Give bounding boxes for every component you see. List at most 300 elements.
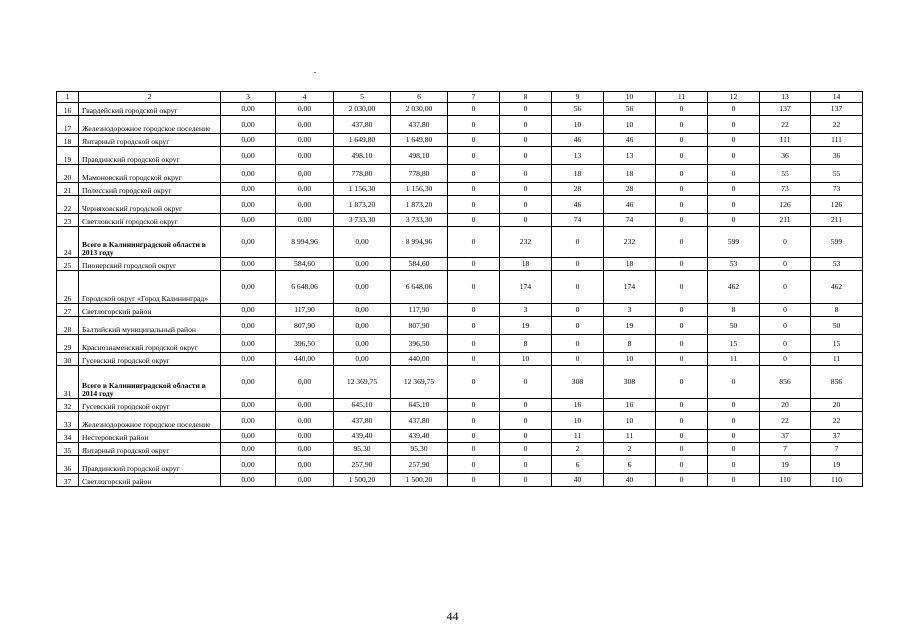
value-cell: 0 — [500, 430, 552, 443]
value-cell: 0 — [656, 134, 708, 147]
value-cell: 856 — [811, 366, 863, 399]
value-cell: 0,00 — [221, 412, 276, 430]
value-cell: 0,00 — [221, 103, 276, 116]
value-cell: 0 — [552, 335, 604, 353]
value-cell: 1 649,80 — [334, 134, 391, 147]
value-cell: 137 — [811, 103, 863, 116]
row-number: 24 — [57, 227, 79, 258]
value-cell: 0 — [656, 317, 708, 335]
row-number: 34 — [57, 430, 79, 443]
value-cell: 3 — [604, 304, 656, 317]
value-cell: 0,00 — [334, 304, 391, 317]
value-cell: 0,00 — [276, 366, 334, 399]
value-cell: 0,00 — [334, 271, 391, 304]
value-cell: 0,00 — [221, 134, 276, 147]
value-cell: 396,50 — [276, 335, 334, 353]
value-cell: 3 733,30 — [391, 214, 448, 227]
value-cell: 0 — [448, 317, 500, 335]
value-cell: 0 — [656, 335, 708, 353]
value-cell: 0 — [448, 430, 500, 443]
value-cell: 437,80 — [334, 412, 391, 430]
value-cell: 599 — [708, 227, 760, 258]
municipality-name: Железнодорожное городское поселение — [79, 412, 221, 430]
value-cell: 0 — [708, 430, 760, 443]
value-cell: 498,10 — [391, 147, 448, 165]
value-cell: 73 — [811, 183, 863, 196]
value-cell: 0,00 — [276, 134, 334, 147]
value-cell: 0 — [500, 474, 552, 487]
value-cell: 46 — [552, 134, 604, 147]
value-cell: 10 — [500, 353, 552, 366]
value-cell: 498,10 — [334, 147, 391, 165]
value-cell: 0 — [448, 116, 500, 134]
value-cell: 439,40 — [334, 430, 391, 443]
header-cell: 13 — [760, 92, 811, 103]
value-cell: 0,00 — [334, 335, 391, 353]
value-cell: 0 — [448, 196, 500, 214]
value-cell: 0 — [656, 196, 708, 214]
row-number: 30 — [57, 353, 79, 366]
value-cell: 0 — [708, 443, 760, 456]
value-cell: 0 — [708, 399, 760, 412]
value-cell: 437,80 — [334, 116, 391, 134]
value-cell: 1 156,30 — [334, 183, 391, 196]
value-cell: 0 — [656, 412, 708, 430]
value-cell: 56 — [552, 103, 604, 116]
value-cell: 232 — [500, 227, 552, 258]
value-cell: 211 — [811, 214, 863, 227]
value-cell: 0,00 — [334, 353, 391, 366]
row-number: 21 — [57, 183, 79, 196]
data-table — [56, 91, 863, 487]
value-cell: 0,00 — [221, 353, 276, 366]
value-cell: 95,30 — [334, 443, 391, 456]
value-cell: 0,00 — [334, 258, 391, 271]
value-cell: 137 — [760, 103, 811, 116]
value-cell: 645,10 — [334, 399, 391, 412]
value-cell: 0 — [656, 430, 708, 443]
municipality-name: Полесский городской округ — [79, 183, 221, 196]
value-cell: 440,00 — [391, 353, 448, 366]
value-cell: 0,00 — [221, 317, 276, 335]
header-row — [57, 92, 863, 103]
value-cell: 0 — [708, 165, 760, 183]
value-cell: 0 — [448, 443, 500, 456]
value-cell: 0 — [500, 196, 552, 214]
value-cell: 28 — [552, 183, 604, 196]
row-number: 19 — [57, 147, 79, 165]
value-cell: 56 — [604, 103, 656, 116]
value-cell: 0 — [760, 304, 811, 317]
value-cell: 8 — [604, 335, 656, 353]
value-cell: 110 — [760, 474, 811, 487]
value-cell: 0 — [552, 271, 604, 304]
value-cell: 6 648,06 — [391, 271, 448, 304]
value-cell: 0 — [656, 271, 708, 304]
value-cell: 0 — [500, 443, 552, 456]
value-cell: 308 — [552, 366, 604, 399]
municipality-name: Янтарный городской округ — [79, 134, 221, 147]
municipality-name: Янтарный городской округ — [79, 443, 221, 456]
value-cell: 584,60 — [276, 258, 334, 271]
value-cell: 440,00 — [276, 353, 334, 366]
value-cell: 0 — [448, 456, 500, 474]
table-row — [57, 103, 863, 116]
value-cell: 807,90 — [391, 317, 448, 335]
value-cell: 0 — [448, 353, 500, 366]
value-cell: 0,00 — [276, 443, 334, 456]
value-cell: 36 — [811, 147, 863, 165]
municipality-name: Черняховский городской округ — [79, 196, 221, 214]
value-cell: 22 — [811, 116, 863, 134]
header-cell: 8 — [500, 92, 552, 103]
value-cell: 1 649,80 — [391, 134, 448, 147]
municipality-name: Правдинский городской округ — [79, 456, 221, 474]
value-cell: 257,90 — [334, 456, 391, 474]
value-cell: 0 — [500, 116, 552, 134]
value-cell: 437,80 — [391, 412, 448, 430]
value-cell: 40 — [604, 474, 656, 487]
value-cell: 0,00 — [276, 412, 334, 430]
municipality-name: Светлогорский район — [79, 304, 221, 317]
value-cell: 8 — [708, 304, 760, 317]
value-cell: 126 — [760, 196, 811, 214]
value-cell: 174 — [500, 271, 552, 304]
value-cell: 0 — [500, 214, 552, 227]
value-cell: 396,50 — [391, 335, 448, 353]
value-cell: 0,00 — [276, 116, 334, 134]
value-cell: 0,00 — [334, 227, 391, 258]
value-cell: 10 — [604, 353, 656, 366]
value-cell: 0 — [708, 134, 760, 147]
value-cell: 0 — [448, 227, 500, 258]
scan-speck — [314, 72, 316, 73]
value-cell: 0 — [760, 271, 811, 304]
table-row — [57, 227, 863, 258]
value-cell: 211 — [760, 214, 811, 227]
value-cell: 0 — [448, 304, 500, 317]
table-row — [57, 456, 863, 474]
value-cell: 1 873,20 — [334, 196, 391, 214]
value-cell: 0,00 — [221, 474, 276, 487]
row-number: 25 — [57, 258, 79, 271]
value-cell: 0 — [552, 304, 604, 317]
value-cell: 11 — [708, 353, 760, 366]
value-cell: 0 — [656, 227, 708, 258]
value-cell: 46 — [604, 134, 656, 147]
value-cell: 22 — [760, 116, 811, 134]
value-cell: 19 — [760, 456, 811, 474]
value-cell: 0 — [760, 227, 811, 258]
value-cell: 308 — [604, 366, 656, 399]
table-row — [57, 474, 863, 487]
header-cell: 9 — [552, 92, 604, 103]
value-cell: 0,00 — [276, 474, 334, 487]
value-cell: 0,00 — [334, 317, 391, 335]
value-cell: 0 — [656, 258, 708, 271]
value-cell: 0 — [448, 165, 500, 183]
municipality-name: Городской округ «Город Калининград» — [79, 271, 221, 304]
value-cell: 10 — [552, 412, 604, 430]
value-cell: 1 500,20 — [334, 474, 391, 487]
value-cell: 1 156,30 — [391, 183, 448, 196]
value-cell: 0,00 — [276, 165, 334, 183]
table-row — [57, 399, 863, 412]
value-cell: 0 — [656, 214, 708, 227]
value-cell: 584,60 — [391, 258, 448, 271]
municipality-name: Всего в Калининградской области в 2014 году — [79, 366, 221, 399]
value-cell: 111 — [811, 134, 863, 147]
value-cell: 0 — [656, 353, 708, 366]
value-cell: 462 — [811, 271, 863, 304]
row-number: 29 — [57, 335, 79, 353]
header-cell: 1 — [57, 92, 79, 103]
value-cell: 0,00 — [221, 258, 276, 271]
value-cell: 0 — [656, 147, 708, 165]
value-cell: 0 — [656, 399, 708, 412]
header-cell: 3 — [221, 92, 276, 103]
value-cell: 2 — [552, 443, 604, 456]
value-cell: 19 — [604, 317, 656, 335]
value-cell: 0 — [708, 103, 760, 116]
value-cell: 19 — [811, 456, 863, 474]
municipality-name: Гусевский городской округ — [79, 353, 221, 366]
value-cell: 1 500,20 — [391, 474, 448, 487]
municipality-name: Всего в Калининградской области в 2013 году — [79, 227, 221, 258]
header-cell: 6 — [391, 92, 448, 103]
value-cell: 0 — [656, 183, 708, 196]
value-cell: 0 — [708, 116, 760, 134]
table-row — [57, 317, 863, 335]
municipality-name: Краснознаменский городской округ — [79, 335, 221, 353]
value-cell: 232 — [604, 227, 656, 258]
municipality-name: Железнодорожное городское поселение — [79, 116, 221, 134]
value-cell: 0 — [448, 474, 500, 487]
value-cell: 0,00 — [276, 147, 334, 165]
value-cell: 0 — [448, 103, 500, 116]
value-cell: 8 — [811, 304, 863, 317]
value-cell: 0 — [656, 456, 708, 474]
value-cell: 0 — [708, 183, 760, 196]
row-number: 18 — [57, 134, 79, 147]
value-cell: 8 994,96 — [276, 227, 334, 258]
value-cell: 0 — [448, 183, 500, 196]
value-cell: 856 — [760, 366, 811, 399]
table-row — [57, 214, 863, 227]
value-cell: 20 — [760, 399, 811, 412]
value-cell: 0,00 — [221, 430, 276, 443]
value-cell: 0 — [760, 353, 811, 366]
municipality-name: Балтийский муниципальный район — [79, 317, 221, 335]
row-number: 20 — [57, 165, 79, 183]
value-cell: 0,00 — [221, 196, 276, 214]
value-cell: 2 030,00 — [391, 103, 448, 116]
value-cell: 174 — [604, 271, 656, 304]
municipality-name: Мамоновский городской округ — [79, 165, 221, 183]
table-body — [57, 92, 863, 487]
value-cell: 0 — [552, 227, 604, 258]
table-row — [57, 443, 863, 456]
municipality-name: Пионерский городской округ — [79, 258, 221, 271]
value-cell: 50 — [708, 317, 760, 335]
value-cell: 15 — [811, 335, 863, 353]
value-cell: 16 — [552, 399, 604, 412]
value-cell: 599 — [811, 227, 863, 258]
value-cell: 645,10 — [391, 399, 448, 412]
municipality-name: Правдинский городской округ — [79, 147, 221, 165]
row-number: 23 — [57, 214, 79, 227]
table-row — [57, 183, 863, 196]
value-cell: 0,00 — [276, 214, 334, 227]
value-cell: 0 — [760, 335, 811, 353]
value-cell: 0 — [552, 258, 604, 271]
table-row — [57, 304, 863, 317]
value-cell: 0,00 — [221, 214, 276, 227]
value-cell: 111 — [760, 134, 811, 147]
value-cell: 0 — [500, 103, 552, 116]
value-cell: 10 — [604, 116, 656, 134]
header-cell: 12 — [708, 92, 760, 103]
value-cell: 20 — [811, 399, 863, 412]
header-cell: 4 — [276, 92, 334, 103]
value-cell: 437,80 — [391, 116, 448, 134]
value-cell: 0 — [448, 147, 500, 165]
value-cell: 22 — [811, 412, 863, 430]
value-cell: 0,00 — [276, 196, 334, 214]
value-cell: 16 — [604, 399, 656, 412]
value-cell: 3 733,30 — [334, 214, 391, 227]
value-cell: 0,00 — [221, 335, 276, 353]
row-number: 31 — [57, 366, 79, 399]
page-number: 44 — [446, 609, 459, 623]
value-cell: 0,00 — [221, 443, 276, 456]
value-cell: 0,00 — [276, 456, 334, 474]
value-cell: 0 — [656, 366, 708, 399]
table-row — [57, 147, 863, 165]
table-row — [57, 116, 863, 134]
value-cell: 257,90 — [391, 456, 448, 474]
value-cell: 6 — [552, 456, 604, 474]
value-cell: 2 030,00 — [334, 103, 391, 116]
value-cell: 0,00 — [276, 430, 334, 443]
header-cell: 5 — [334, 92, 391, 103]
value-cell: 11 — [604, 430, 656, 443]
value-cell: 50 — [811, 317, 863, 335]
header-cell: 7 — [448, 92, 500, 103]
value-cell: 0 — [448, 271, 500, 304]
row-number: 26 — [57, 271, 79, 304]
value-cell: 0,00 — [276, 103, 334, 116]
row-number: 28 — [57, 317, 79, 335]
value-cell: 37 — [760, 430, 811, 443]
value-cell: 117,90 — [276, 304, 334, 317]
value-cell: 807,90 — [276, 317, 334, 335]
value-cell: 0,00 — [221, 271, 276, 304]
value-cell: 0 — [448, 412, 500, 430]
value-cell: 110 — [811, 474, 863, 487]
value-cell: 0 — [500, 183, 552, 196]
value-cell: 0 — [552, 353, 604, 366]
value-cell: 126 — [811, 196, 863, 214]
value-cell: 7 — [811, 443, 863, 456]
value-cell: 95,30 — [391, 443, 448, 456]
table-row — [57, 196, 863, 214]
value-cell: 0 — [500, 412, 552, 430]
value-cell: 0 — [656, 165, 708, 183]
value-cell: 18 — [500, 258, 552, 271]
municipality-name: Гусевский городской округ — [79, 399, 221, 412]
value-cell: 2 — [604, 443, 656, 456]
municipality-name: Светлогорский район — [79, 474, 221, 487]
value-cell: 0,00 — [276, 183, 334, 196]
header-cell: 2 — [79, 92, 221, 103]
value-cell: 53 — [708, 258, 760, 271]
value-cell: 12 369,75 — [334, 366, 391, 399]
value-cell: 1 873,20 — [391, 196, 448, 214]
table-row — [57, 353, 863, 366]
value-cell: 10 — [604, 412, 656, 430]
value-cell: 28 — [604, 183, 656, 196]
value-cell: 37 — [811, 430, 863, 443]
value-cell: 74 — [604, 214, 656, 227]
value-cell: 0,00 — [221, 456, 276, 474]
value-cell: 3 — [500, 304, 552, 317]
value-cell: 778,80 — [334, 165, 391, 183]
value-cell: 13 — [604, 147, 656, 165]
value-cell: 0 — [500, 366, 552, 399]
row-number: 22 — [57, 196, 79, 214]
value-cell: 0 — [500, 147, 552, 165]
municipality-name: Гвардейский городской округ — [79, 103, 221, 116]
value-cell: 0 — [656, 116, 708, 134]
value-cell: 22 — [760, 412, 811, 430]
value-cell: 13 — [552, 147, 604, 165]
value-cell: 0 — [500, 134, 552, 147]
value-cell: 117,90 — [391, 304, 448, 317]
table-row — [57, 412, 863, 430]
value-cell: 18 — [552, 165, 604, 183]
value-cell: 11 — [811, 353, 863, 366]
value-cell: 0 — [760, 258, 811, 271]
value-cell: 46 — [604, 196, 656, 214]
value-cell: 0 — [656, 304, 708, 317]
row-number: 27 — [57, 304, 79, 317]
value-cell: 0 — [708, 474, 760, 487]
value-cell: 0,00 — [221, 183, 276, 196]
value-cell: 0 — [760, 317, 811, 335]
value-cell: 0 — [448, 258, 500, 271]
row-number: 35 — [57, 443, 79, 456]
value-cell: 74 — [552, 214, 604, 227]
value-cell: 19 — [500, 317, 552, 335]
value-cell: 0,00 — [221, 165, 276, 183]
value-cell: 8 — [500, 335, 552, 353]
table-row — [57, 134, 863, 147]
value-cell: 0,00 — [221, 304, 276, 317]
value-cell: 439,40 — [391, 430, 448, 443]
value-cell: 8 994,96 — [391, 227, 448, 258]
value-cell: 40 — [552, 474, 604, 487]
table-row — [57, 335, 863, 353]
table-row — [57, 271, 863, 304]
value-cell: 18 — [604, 258, 656, 271]
row-number: 16 — [57, 103, 79, 116]
value-cell: 73 — [760, 183, 811, 196]
value-cell: 0 — [448, 214, 500, 227]
value-cell: 462 — [708, 271, 760, 304]
table-row — [57, 366, 863, 399]
header-cell: 11 — [656, 92, 708, 103]
